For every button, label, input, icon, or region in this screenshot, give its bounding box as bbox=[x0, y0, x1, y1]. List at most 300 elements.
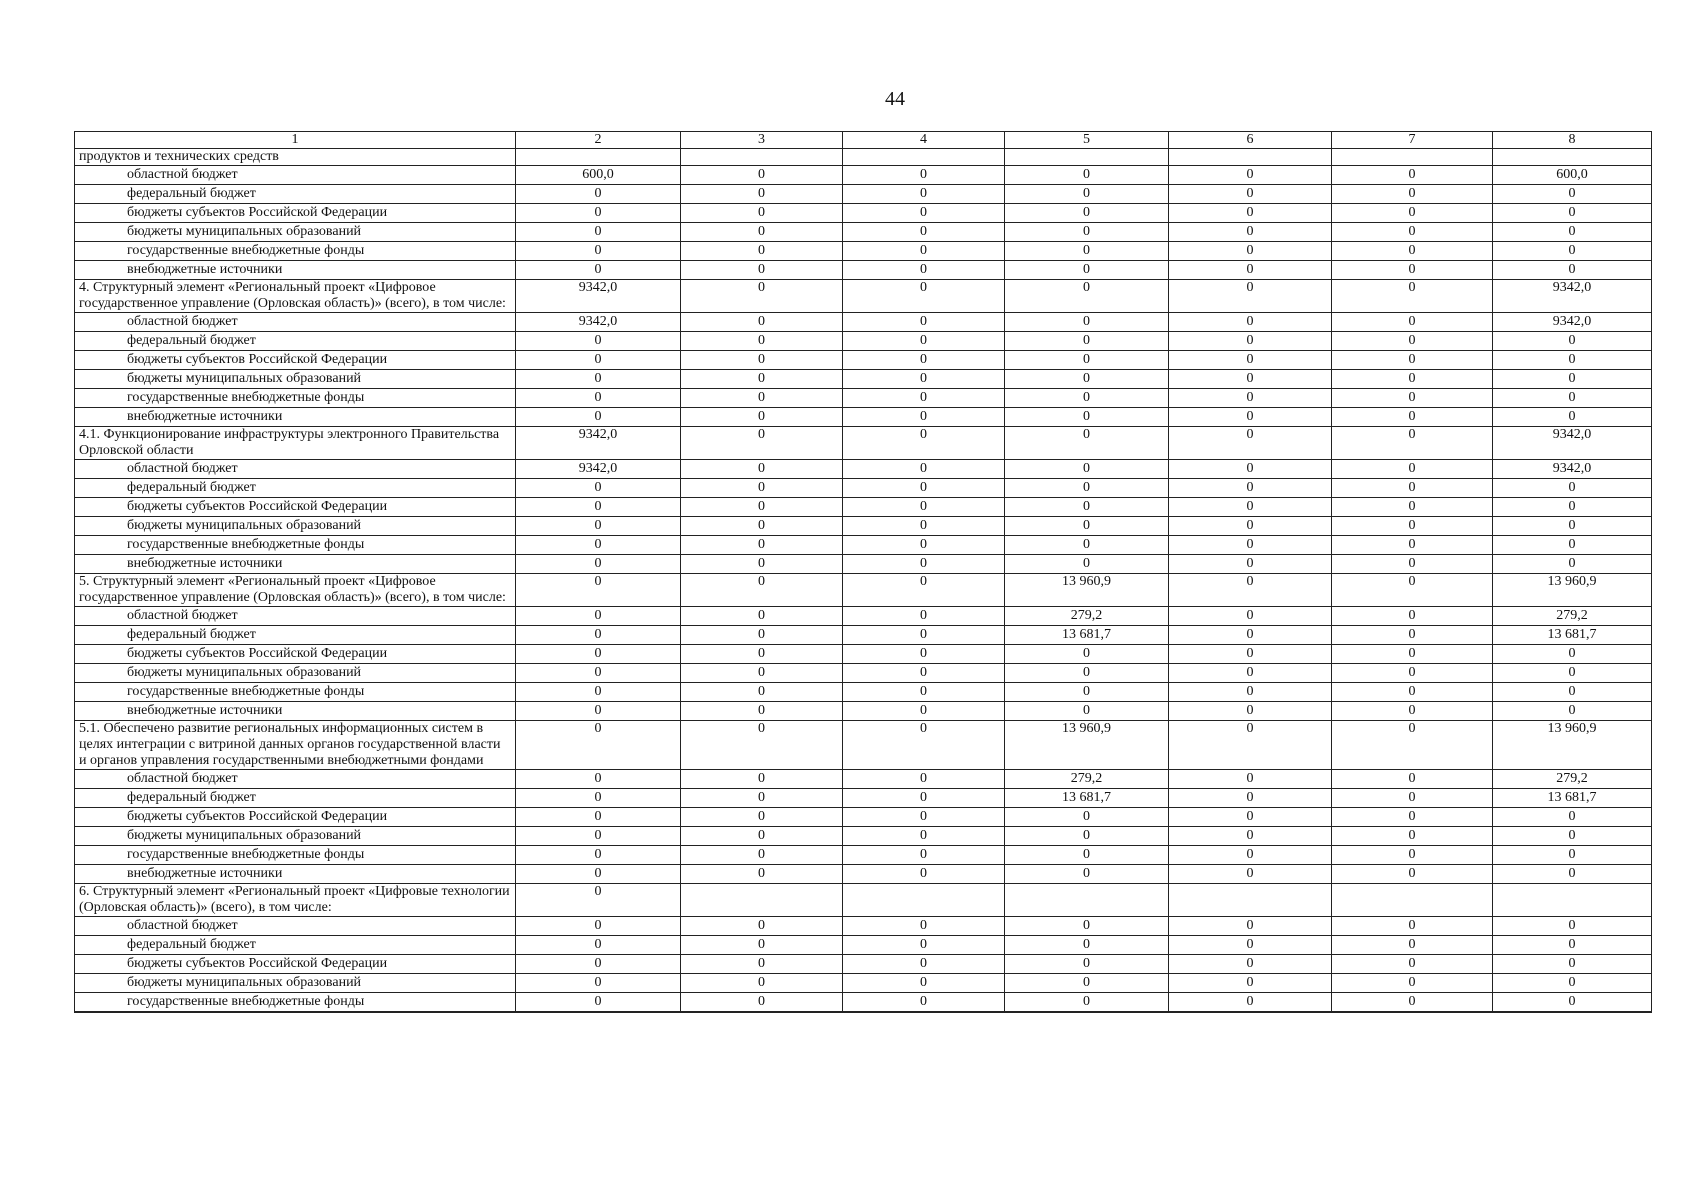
value-cell: 13 681,7 bbox=[1005, 789, 1169, 808]
budget-source-label: областной бюджет bbox=[75, 313, 516, 332]
value-cell: 0 bbox=[1493, 993, 1652, 1013]
value-cell: 0 bbox=[1493, 223, 1652, 242]
value-cell: 600,0 bbox=[1493, 166, 1652, 185]
value-cell: 13 681,7 bbox=[1493, 626, 1652, 645]
value-cell: 0 bbox=[843, 607, 1005, 626]
page-number: 44 bbox=[885, 88, 905, 110]
budget-source-row bbox=[75, 498, 1652, 517]
value-cell: 0 bbox=[1005, 332, 1169, 351]
value-cell: 0 bbox=[516, 808, 681, 827]
value-cell: 0 bbox=[681, 846, 843, 865]
table-body bbox=[75, 149, 1652, 1013]
budget-source-row bbox=[75, 664, 1652, 683]
value-cell bbox=[1169, 884, 1332, 917]
value-cell: 0 bbox=[516, 993, 681, 1013]
value-cell: 0 bbox=[1332, 955, 1493, 974]
value-cell: 0 bbox=[516, 332, 681, 351]
value-cell: 0 bbox=[843, 808, 1005, 827]
value-cell: 0 bbox=[1005, 664, 1169, 683]
value-cell: 0 bbox=[516, 261, 681, 280]
value-cell: 0 bbox=[681, 166, 843, 185]
value-cell: 0 bbox=[681, 204, 843, 223]
value-cell bbox=[843, 149, 1005, 166]
value-cell: 0 bbox=[516, 574, 681, 607]
budget-source-row bbox=[75, 242, 1652, 261]
budget-source-row bbox=[75, 332, 1652, 351]
value-cell: 0 bbox=[1005, 936, 1169, 955]
budget-source-label: федеральный бюджет bbox=[75, 479, 516, 498]
value-cell: 0 bbox=[843, 280, 1005, 313]
value-cell: 0 bbox=[1005, 223, 1169, 242]
value-cell: 0 bbox=[843, 574, 1005, 607]
value-cell: 0 bbox=[1493, 702, 1652, 721]
value-cell: 0 bbox=[843, 223, 1005, 242]
budget-source-row bbox=[75, 223, 1652, 242]
section-row bbox=[75, 427, 1652, 460]
section-label: 5.1. Обеспечено развитие региональных информационных систем в целях интеграции с витриной данных органов государственной власти и органов управления государственными внебюджетными фондами bbox=[75, 721, 516, 770]
value-cell: 0 bbox=[516, 223, 681, 242]
budget-source-row bbox=[75, 645, 1652, 664]
budget-source-row bbox=[75, 166, 1652, 185]
value-cell: 0 bbox=[1005, 955, 1169, 974]
value-cell: 13 960,9 bbox=[1493, 574, 1652, 607]
value-cell: 0 bbox=[1332, 351, 1493, 370]
budget-source-row bbox=[75, 555, 1652, 574]
value-cell bbox=[1332, 149, 1493, 166]
value-cell: 0 bbox=[843, 721, 1005, 770]
section-label: 4. Структурный элемент «Региональный проект «Цифровое государственное управление (Орловская область)» (всего), в том числе: bbox=[75, 280, 516, 313]
value-cell: 0 bbox=[516, 607, 681, 626]
budget-source-row bbox=[75, 261, 1652, 280]
value-cell: 0 bbox=[843, 332, 1005, 351]
value-cell: 0 bbox=[843, 917, 1005, 936]
value-cell: 0 bbox=[1169, 313, 1332, 332]
value-cell: 0 bbox=[1332, 770, 1493, 789]
value-cell: 0 bbox=[681, 185, 843, 204]
value-cell: 0 bbox=[1493, 479, 1652, 498]
budget-source-row bbox=[75, 517, 1652, 536]
section-row bbox=[75, 280, 1652, 313]
value-cell: 0 bbox=[843, 974, 1005, 993]
value-cell: 0 bbox=[1005, 242, 1169, 261]
value-cell: 0 bbox=[1332, 993, 1493, 1013]
value-cell: 0 bbox=[1332, 555, 1493, 574]
value-cell: 0 bbox=[843, 313, 1005, 332]
value-cell: 0 bbox=[681, 574, 843, 607]
value-cell: 0 bbox=[1493, 498, 1652, 517]
value-cell: 0 bbox=[681, 865, 843, 884]
value-cell: 0 bbox=[516, 974, 681, 993]
value-cell: 0 bbox=[1493, 408, 1652, 427]
budget-source-row bbox=[75, 827, 1652, 846]
value-cell: 0 bbox=[1005, 645, 1169, 664]
value-cell: 0 bbox=[1332, 536, 1493, 555]
value-cell: 0 bbox=[1169, 351, 1332, 370]
value-cell: 0 bbox=[516, 702, 681, 721]
value-cell: 0 bbox=[1169, 389, 1332, 408]
value-cell: 9342,0 bbox=[1493, 280, 1652, 313]
budget-source-row bbox=[75, 204, 1652, 223]
value-cell: 0 bbox=[1169, 683, 1332, 702]
value-cell: 0 bbox=[1332, 974, 1493, 993]
value-cell: 0 bbox=[681, 370, 843, 389]
budget-source-row bbox=[75, 917, 1652, 936]
value-cell: 0 bbox=[1169, 427, 1332, 460]
budget-source-row bbox=[75, 702, 1652, 721]
budget-source-row bbox=[75, 865, 1652, 884]
value-cell: 0 bbox=[843, 645, 1005, 664]
value-cell: 0 bbox=[1005, 427, 1169, 460]
budget-source-label: бюджеты муниципальных образований bbox=[75, 664, 516, 683]
value-cell: 0 bbox=[1493, 955, 1652, 974]
value-cell: 0 bbox=[1005, 808, 1169, 827]
value-cell: 0 bbox=[681, 389, 843, 408]
value-cell: 0 bbox=[1169, 721, 1332, 770]
budget-source-row bbox=[75, 789, 1652, 808]
value-cell: 0 bbox=[1005, 865, 1169, 884]
budget-source-label: областной бюджет bbox=[75, 460, 516, 479]
value-cell: 0 bbox=[1005, 555, 1169, 574]
value-cell: 9342,0 bbox=[516, 427, 681, 460]
value-cell: 0 bbox=[1493, 185, 1652, 204]
value-cell: 0 bbox=[1005, 846, 1169, 865]
budget-source-label: областной бюджет bbox=[75, 917, 516, 936]
value-cell: 0 bbox=[1332, 517, 1493, 536]
column-header: 5 bbox=[1005, 132, 1169, 149]
value-cell: 0 bbox=[843, 242, 1005, 261]
value-cell: 0 bbox=[1005, 498, 1169, 517]
value-cell: 0 bbox=[1493, 846, 1652, 865]
budget-source-row bbox=[75, 683, 1652, 702]
value-cell: 0 bbox=[1332, 789, 1493, 808]
value-cell: 0 bbox=[1332, 332, 1493, 351]
value-cell bbox=[1005, 149, 1169, 166]
value-cell: 0 bbox=[681, 683, 843, 702]
section-label: 5. Структурный элемент «Региональный проект «Цифровое государственное управление (Орловская область)» (всего), в том числе: bbox=[75, 574, 516, 607]
section-row bbox=[75, 149, 1652, 166]
value-cell: 0 bbox=[681, 770, 843, 789]
budget-table bbox=[74, 131, 1652, 1013]
value-cell: 0 bbox=[1493, 536, 1652, 555]
value-cell: 0 bbox=[516, 827, 681, 846]
value-cell: 0 bbox=[1332, 498, 1493, 517]
budget-source-row bbox=[75, 389, 1652, 408]
value-cell: 13 960,9 bbox=[1005, 574, 1169, 607]
value-cell: 0 bbox=[1169, 204, 1332, 223]
value-cell: 0 bbox=[1332, 185, 1493, 204]
value-cell: 0 bbox=[1169, 789, 1332, 808]
value-cell: 0 bbox=[843, 427, 1005, 460]
column-header: 8 bbox=[1493, 132, 1652, 149]
budget-source-label: федеральный бюджет bbox=[75, 789, 516, 808]
budget-source-row bbox=[75, 460, 1652, 479]
value-cell: 0 bbox=[681, 332, 843, 351]
value-cell: 0 bbox=[1332, 460, 1493, 479]
budget-source-label: бюджеты муниципальных образований bbox=[75, 370, 516, 389]
value-cell: 0 bbox=[1332, 427, 1493, 460]
column-number-row bbox=[75, 132, 1652, 149]
value-cell: 0 bbox=[1005, 702, 1169, 721]
budget-source-label: бюджеты субъектов Российской Федерации bbox=[75, 808, 516, 827]
value-cell: 0 bbox=[1493, 974, 1652, 993]
value-cell: 0 bbox=[1005, 389, 1169, 408]
value-cell: 0 bbox=[1493, 332, 1652, 351]
value-cell: 0 bbox=[681, 827, 843, 846]
budget-source-row bbox=[75, 607, 1652, 626]
budget-source-label: бюджеты муниципальных образований bbox=[75, 974, 516, 993]
value-cell: 0 bbox=[1493, 664, 1652, 683]
value-cell: 0 bbox=[516, 479, 681, 498]
value-cell: 0 bbox=[1332, 683, 1493, 702]
budget-source-row bbox=[75, 626, 1652, 645]
budget-source-row bbox=[75, 808, 1652, 827]
value-cell bbox=[1005, 884, 1169, 917]
value-cell: 0 bbox=[1169, 166, 1332, 185]
value-cell: 0 bbox=[1332, 261, 1493, 280]
value-cell: 0 bbox=[516, 683, 681, 702]
value-cell: 0 bbox=[843, 955, 1005, 974]
value-cell: 13 681,7 bbox=[1493, 789, 1652, 808]
budget-source-label: бюджеты субъектов Российской Федерации bbox=[75, 351, 516, 370]
value-cell: 13 681,7 bbox=[1005, 626, 1169, 645]
value-cell: 0 bbox=[1005, 460, 1169, 479]
column-header: 7 bbox=[1332, 132, 1493, 149]
section-label: 4.1. Функционирование инфраструктуры электронного Правительства Орловской области bbox=[75, 427, 516, 460]
value-cell: 0 bbox=[681, 789, 843, 808]
value-cell: 0 bbox=[1169, 993, 1332, 1013]
value-cell: 279,2 bbox=[1005, 607, 1169, 626]
value-cell: 0 bbox=[843, 166, 1005, 185]
budget-source-label: бюджеты субъектов Российской Федерации bbox=[75, 204, 516, 223]
value-cell bbox=[681, 884, 843, 917]
value-cell: 0 bbox=[516, 917, 681, 936]
budget-source-label: государственные внебюджетные фонды bbox=[75, 993, 516, 1013]
value-cell: 0 bbox=[1332, 370, 1493, 389]
value-cell: 0 bbox=[1005, 479, 1169, 498]
value-cell: 0 bbox=[1332, 936, 1493, 955]
budget-source-label: внебюджетные источники bbox=[75, 408, 516, 427]
value-cell: 0 bbox=[1332, 166, 1493, 185]
value-cell: 0 bbox=[681, 917, 843, 936]
value-cell: 0 bbox=[1169, 185, 1332, 204]
value-cell: 0 bbox=[843, 517, 1005, 536]
value-cell: 0 bbox=[843, 702, 1005, 721]
value-cell: 0 bbox=[516, 351, 681, 370]
value-cell: 0 bbox=[1332, 721, 1493, 770]
value-cell: 0 bbox=[1332, 865, 1493, 884]
value-cell: 0 bbox=[1493, 917, 1652, 936]
budget-source-label: бюджеты муниципальных образований bbox=[75, 827, 516, 846]
section-label: 6. Структурный элемент «Региональный проект «Цифровые технологии (Орловская область)» (всего), в том числе: bbox=[75, 884, 516, 917]
value-cell: 0 bbox=[1005, 993, 1169, 1013]
value-cell: 9342,0 bbox=[516, 280, 681, 313]
value-cell: 0 bbox=[681, 626, 843, 645]
value-cell: 0 bbox=[1493, 645, 1652, 664]
value-cell: 0 bbox=[1332, 664, 1493, 683]
value-cell: 0 bbox=[843, 460, 1005, 479]
value-cell: 279,2 bbox=[1005, 770, 1169, 789]
budget-source-row bbox=[75, 536, 1652, 555]
value-cell: 0 bbox=[843, 408, 1005, 427]
value-cell: 0 bbox=[516, 555, 681, 574]
value-cell: 0 bbox=[1169, 517, 1332, 536]
value-cell: 0 bbox=[681, 517, 843, 536]
value-cell: 0 bbox=[1332, 827, 1493, 846]
value-cell: 0 bbox=[843, 185, 1005, 204]
value-cell: 0 bbox=[843, 261, 1005, 280]
budget-source-label: бюджеты субъектов Российской Федерации bbox=[75, 498, 516, 517]
value-cell: 0 bbox=[681, 808, 843, 827]
budget-source-row bbox=[75, 770, 1652, 789]
value-cell: 0 bbox=[1169, 555, 1332, 574]
value-cell: 0 bbox=[843, 770, 1005, 789]
value-cell: 0 bbox=[843, 479, 1005, 498]
value-cell: 0 bbox=[843, 993, 1005, 1013]
value-cell: 0 bbox=[843, 936, 1005, 955]
value-cell: 0 bbox=[1493, 555, 1652, 574]
value-cell bbox=[1332, 884, 1493, 917]
value-cell: 0 bbox=[1169, 408, 1332, 427]
value-cell: 0 bbox=[681, 498, 843, 517]
budget-source-row bbox=[75, 351, 1652, 370]
value-cell: 0 bbox=[1332, 204, 1493, 223]
value-cell bbox=[516, 149, 681, 166]
value-cell: 0 bbox=[843, 846, 1005, 865]
value-cell: 0 bbox=[681, 721, 843, 770]
value-cell: 0 bbox=[843, 370, 1005, 389]
value-cell: 0 bbox=[1005, 204, 1169, 223]
value-cell: 9342,0 bbox=[1493, 313, 1652, 332]
value-cell: 0 bbox=[1005, 185, 1169, 204]
value-cell: 0 bbox=[681, 313, 843, 332]
value-cell: 0 bbox=[681, 664, 843, 683]
budget-source-row bbox=[75, 936, 1652, 955]
section-row bbox=[75, 721, 1652, 770]
value-cell: 0 bbox=[1169, 280, 1332, 313]
section-row bbox=[75, 884, 1652, 917]
value-cell: 0 bbox=[681, 280, 843, 313]
value-cell: 0 bbox=[516, 185, 681, 204]
value-cell: 0 bbox=[681, 607, 843, 626]
budget-source-row bbox=[75, 846, 1652, 865]
value-cell: 0 bbox=[681, 351, 843, 370]
value-cell: 0 bbox=[1332, 626, 1493, 645]
budget-source-label: внебюджетные источники bbox=[75, 261, 516, 280]
value-cell: 0 bbox=[1005, 280, 1169, 313]
value-cell: 0 bbox=[516, 770, 681, 789]
value-cell: 0 bbox=[681, 974, 843, 993]
budget-source-label: областной бюджет bbox=[75, 770, 516, 789]
value-cell: 0 bbox=[843, 664, 1005, 683]
budget-source-label: федеральный бюджет bbox=[75, 332, 516, 351]
value-cell: 0 bbox=[1005, 166, 1169, 185]
value-cell: 0 bbox=[516, 517, 681, 536]
value-cell: 0 bbox=[1332, 408, 1493, 427]
value-cell: 0 bbox=[516, 789, 681, 808]
value-cell: 0 bbox=[681, 479, 843, 498]
value-cell: 600,0 bbox=[516, 166, 681, 185]
value-cell: 0 bbox=[1005, 261, 1169, 280]
value-cell: 0 bbox=[843, 555, 1005, 574]
section-label: продуктов и технических средств bbox=[75, 149, 516, 166]
value-cell: 0 bbox=[1332, 574, 1493, 607]
value-cell: 0 bbox=[1005, 313, 1169, 332]
value-cell: 0 bbox=[516, 846, 681, 865]
value-cell: 0 bbox=[1493, 865, 1652, 884]
value-cell: 0 bbox=[1332, 479, 1493, 498]
value-cell: 0 bbox=[1005, 351, 1169, 370]
value-cell: 0 bbox=[1005, 408, 1169, 427]
budget-source-row bbox=[75, 974, 1652, 993]
budget-source-label: государственные внебюджетные фонды bbox=[75, 536, 516, 555]
budget-source-row bbox=[75, 955, 1652, 974]
value-cell: 0 bbox=[1493, 242, 1652, 261]
budget-source-row bbox=[75, 370, 1652, 389]
value-cell: 0 bbox=[1169, 702, 1332, 721]
column-header: 1 bbox=[75, 132, 516, 149]
value-cell: 0 bbox=[1169, 865, 1332, 884]
value-cell: 0 bbox=[516, 408, 681, 427]
column-header: 3 bbox=[681, 132, 843, 149]
value-cell: 0 bbox=[1169, 223, 1332, 242]
value-cell: 0 bbox=[843, 626, 1005, 645]
value-cell: 0 bbox=[681, 261, 843, 280]
value-cell: 0 bbox=[516, 389, 681, 408]
value-cell: 0 bbox=[843, 683, 1005, 702]
value-cell: 0 bbox=[1332, 389, 1493, 408]
value-cell: 0 bbox=[516, 865, 681, 884]
value-cell bbox=[1493, 884, 1652, 917]
value-cell: 0 bbox=[1169, 332, 1332, 351]
value-cell: 0 bbox=[681, 536, 843, 555]
value-cell: 279,2 bbox=[1493, 770, 1652, 789]
budget-source-row bbox=[75, 479, 1652, 498]
value-cell: 0 bbox=[1169, 370, 1332, 389]
value-cell: 0 bbox=[843, 498, 1005, 517]
value-cell: 0 bbox=[843, 536, 1005, 555]
value-cell: 0 bbox=[1169, 645, 1332, 664]
value-cell: 0 bbox=[1493, 517, 1652, 536]
value-cell: 0 bbox=[1169, 242, 1332, 261]
value-cell: 0 bbox=[843, 865, 1005, 884]
value-cell: 0 bbox=[681, 223, 843, 242]
value-cell: 0 bbox=[1493, 827, 1652, 846]
value-cell: 0 bbox=[681, 936, 843, 955]
value-cell: 0 bbox=[1332, 280, 1493, 313]
value-cell bbox=[1169, 149, 1332, 166]
value-cell: 0 bbox=[1005, 917, 1169, 936]
value-cell: 0 bbox=[1169, 827, 1332, 846]
value-cell: 0 bbox=[516, 884, 681, 917]
value-cell: 0 bbox=[1005, 974, 1169, 993]
column-header: 6 bbox=[1169, 132, 1332, 149]
value-cell: 0 bbox=[516, 721, 681, 770]
budget-source-label: областной бюджет bbox=[75, 166, 516, 185]
budget-source-label: областной бюджет bbox=[75, 607, 516, 626]
value-cell: 0 bbox=[1169, 479, 1332, 498]
value-cell: 0 bbox=[1169, 917, 1332, 936]
value-cell: 0 bbox=[1169, 626, 1332, 645]
value-cell: 9342,0 bbox=[1493, 460, 1652, 479]
budget-source-label: государственные внебюджетные фонды bbox=[75, 242, 516, 261]
value-cell: 0 bbox=[1005, 370, 1169, 389]
value-cell: 0 bbox=[681, 427, 843, 460]
value-cell: 9342,0 bbox=[516, 313, 681, 332]
value-cell: 0 bbox=[1332, 645, 1493, 664]
value-cell: 0 bbox=[1169, 460, 1332, 479]
value-cell: 0 bbox=[516, 536, 681, 555]
budget-source-label: внебюджетные источники bbox=[75, 555, 516, 574]
